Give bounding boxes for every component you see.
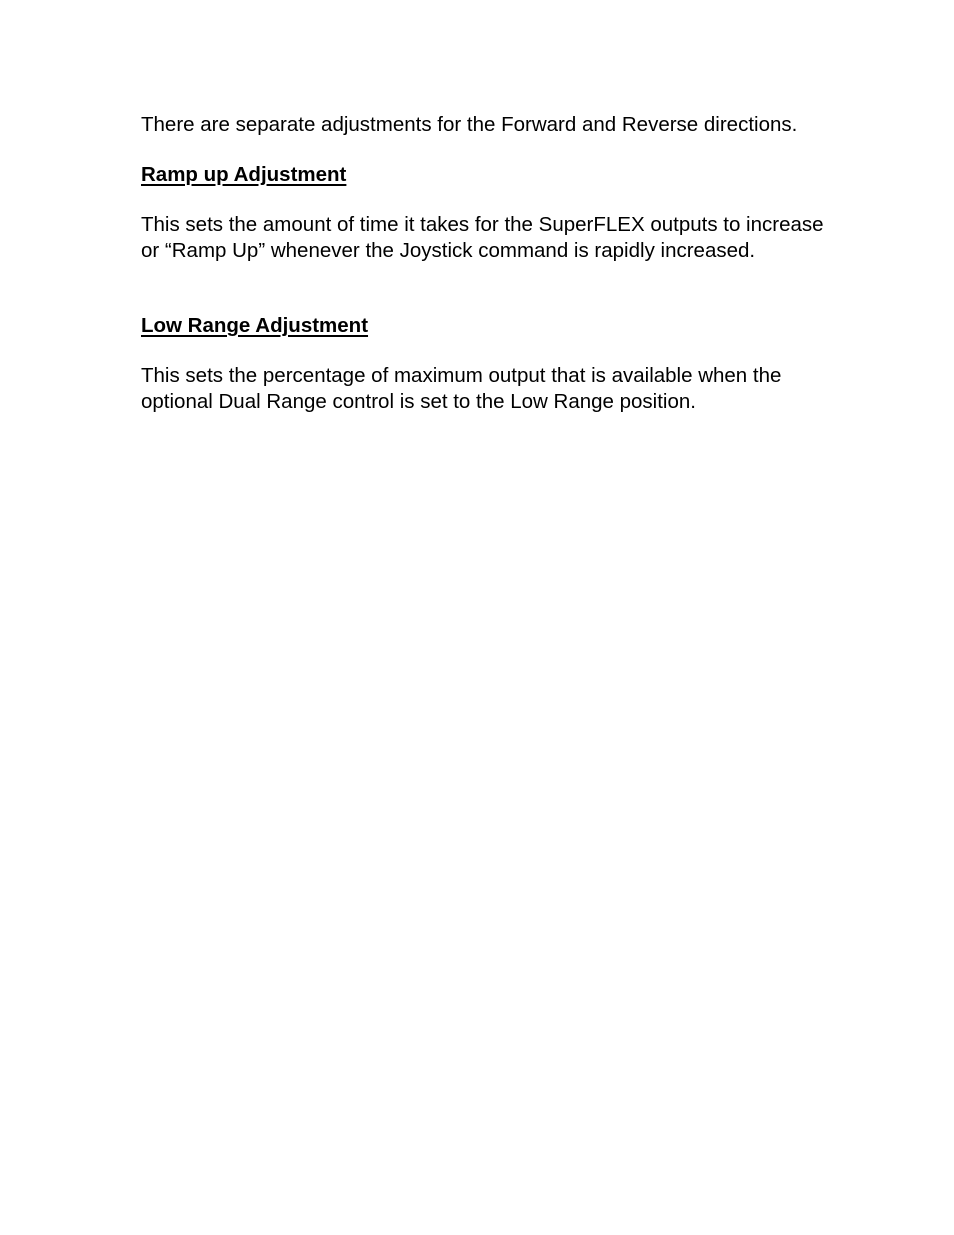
section-heading-ramp-up: Ramp up Adjustment [141,163,347,186]
spacer [141,263,881,313]
paragraph-line: This sets the amount of time it takes for the SuperFLEX outputs to increase [141,213,824,236]
section-heading-low-range: Low Range Adjustment [141,314,369,337]
paragraph-line: optional Dual Range control is set to the Low Range position. [141,389,696,413]
spacer [141,339,881,364]
spacer [141,188,881,213]
intro-paragraph: There are separate adjustments for the Forward and Reverse directions. [141,113,798,136]
spacer [141,138,881,163]
paragraph-line: This sets the percentage of maximum output that is available when the [141,364,782,387]
document-body [141,112,881,414]
ramp-up-paragraph [141,212,881,263]
low-range-paragraph [141,363,881,414]
paragraph-line: or “Ramp Up” whenever the Joystick command is rapidly increased. [141,238,756,262]
